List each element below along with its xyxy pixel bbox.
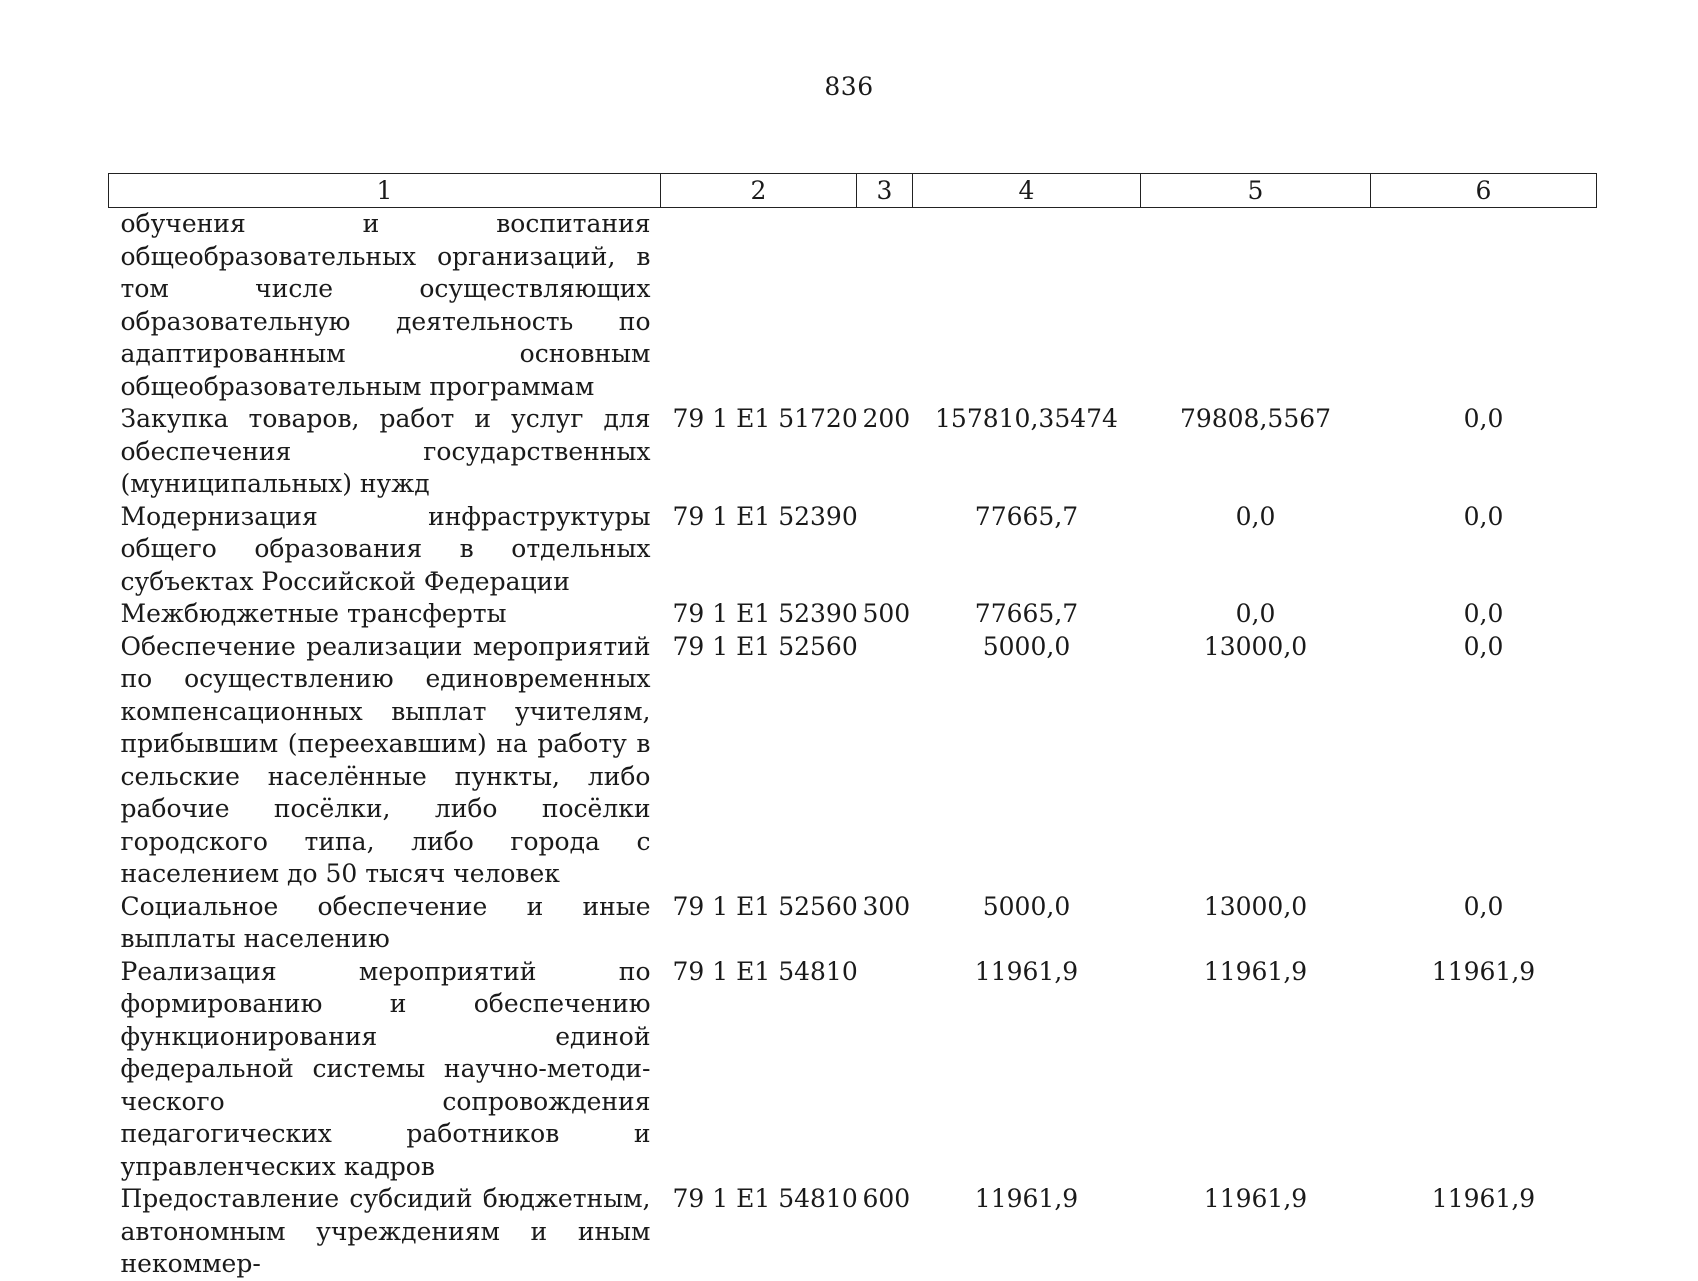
row-value-5: 79808,5567 (1179, 404, 1332, 433)
row-description: Закупка товаров, работ и услуг для обеспечения государственных (муниципальных) нужд (120, 404, 651, 498)
column-header-5: 5 (1141, 174, 1371, 208)
row-group (857, 208, 913, 404)
row-code: 79 1 E1 54810 (672, 956, 858, 986)
row-value-4: 11961,9 (974, 956, 1079, 986)
row-value-4: 77665,7 (974, 599, 1079, 628)
header-row (109, 174, 1597, 208)
column-header-4: 4 (913, 174, 1141, 208)
row-value-4: 5000,0 (982, 891, 1071, 921)
row-code (661, 208, 857, 404)
row-value-4: 5000,0 (982, 631, 1071, 661)
row-value-5: 11961,9 (1203, 956, 1308, 986)
row-value-5: 13000,0 (1203, 631, 1308, 661)
table-row (109, 208, 1597, 404)
row-value-5 (1141, 208, 1371, 404)
row-value-4: 77665,7 (974, 501, 1079, 531)
row-value-6: 11961,9 (1431, 956, 1536, 986)
row-description: Межбюджетные трансферты (120, 599, 507, 628)
table-row (109, 403, 1597, 501)
column-header-1: 1 (109, 174, 661, 208)
table-row (109, 956, 1597, 1184)
row-value-4: 11961,9 (974, 1184, 1079, 1213)
row-value-5: 13000,0 (1203, 891, 1308, 921)
column-header-3: 3 (857, 174, 913, 208)
row-group (857, 956, 913, 1184)
row-value-4 (913, 208, 1141, 404)
row-code: 79 1 E1 52390 (672, 501, 858, 531)
table-row (109, 501, 1597, 599)
row-value-6: 0,0 (1463, 599, 1504, 628)
table-row (109, 891, 1597, 956)
row-code: 79 1 E1 52560 (672, 891, 858, 921)
column-header-6: 6 (1371, 174, 1597, 208)
row-code: 79 1 E1 51720 (672, 404, 858, 433)
row-value-6: 0,0 (1463, 404, 1504, 433)
table-row (109, 598, 1597, 631)
row-value-6 (1371, 208, 1597, 404)
row-code: 79 1 E1 52560 (672, 631, 858, 661)
row-group: 300 (862, 891, 911, 921)
budget-table (108, 173, 1597, 1281)
row-description: Предоставление субсидий бюджетным, автономным учреждениям и иным некоммер- (120, 1184, 651, 1278)
row-value-5: 0,0 (1235, 599, 1276, 628)
row-value-5: 11961,9 (1203, 1184, 1308, 1213)
column-header-2: 2 (661, 174, 857, 208)
row-description: Обеспечение реализации мероприятий по осуществлению единовременных компенсационных выплат учителям, прибывшим (переехавшим) на работу в сельские населённые пункты, либо рабочие посёлки, либо посёлки городского типа, либо города с населением до 50 тысяч человек (120, 631, 651, 888)
row-description: обучения и воспитания общеобразовательных организаций, в том числе осуществляющих образовательную деятельность по адаптированным основным общеобразовательным программам (120, 209, 651, 401)
row-value-4: 157810,35474 (935, 404, 1118, 433)
row-value-6: 0,0 (1463, 501, 1504, 531)
row-code: 79 1 E1 54810 (672, 1184, 858, 1213)
table-row (109, 1183, 1597, 1281)
row-value-6: 0,0 (1463, 631, 1504, 661)
row-code: 79 1 E1 52390 (672, 599, 858, 628)
row-group: 500 (862, 599, 911, 628)
row-description: Реализация мероприятий по формированию и обеспечению функционирования единой федеральной системы научно-методического сопровождения педагогических работников и управленческих кадров (120, 956, 651, 1181)
row-group (857, 501, 913, 599)
row-value-6: 11961,9 (1431, 1184, 1536, 1213)
row-value-5: 0,0 (1235, 501, 1276, 531)
row-group: 200 (862, 404, 911, 433)
table-row (109, 631, 1597, 891)
page-number: 836 (824, 72, 874, 101)
row-group: 600 (862, 1184, 911, 1213)
row-description: Социальное обеспечение и иные выплаты населению (120, 891, 651, 953)
row-group (857, 631, 913, 891)
row-value-6: 0,0 (1463, 891, 1504, 921)
row-description: Модернизация инфраструктуры общего образования в отдельных субъектах Российской Федерации (120, 501, 651, 596)
